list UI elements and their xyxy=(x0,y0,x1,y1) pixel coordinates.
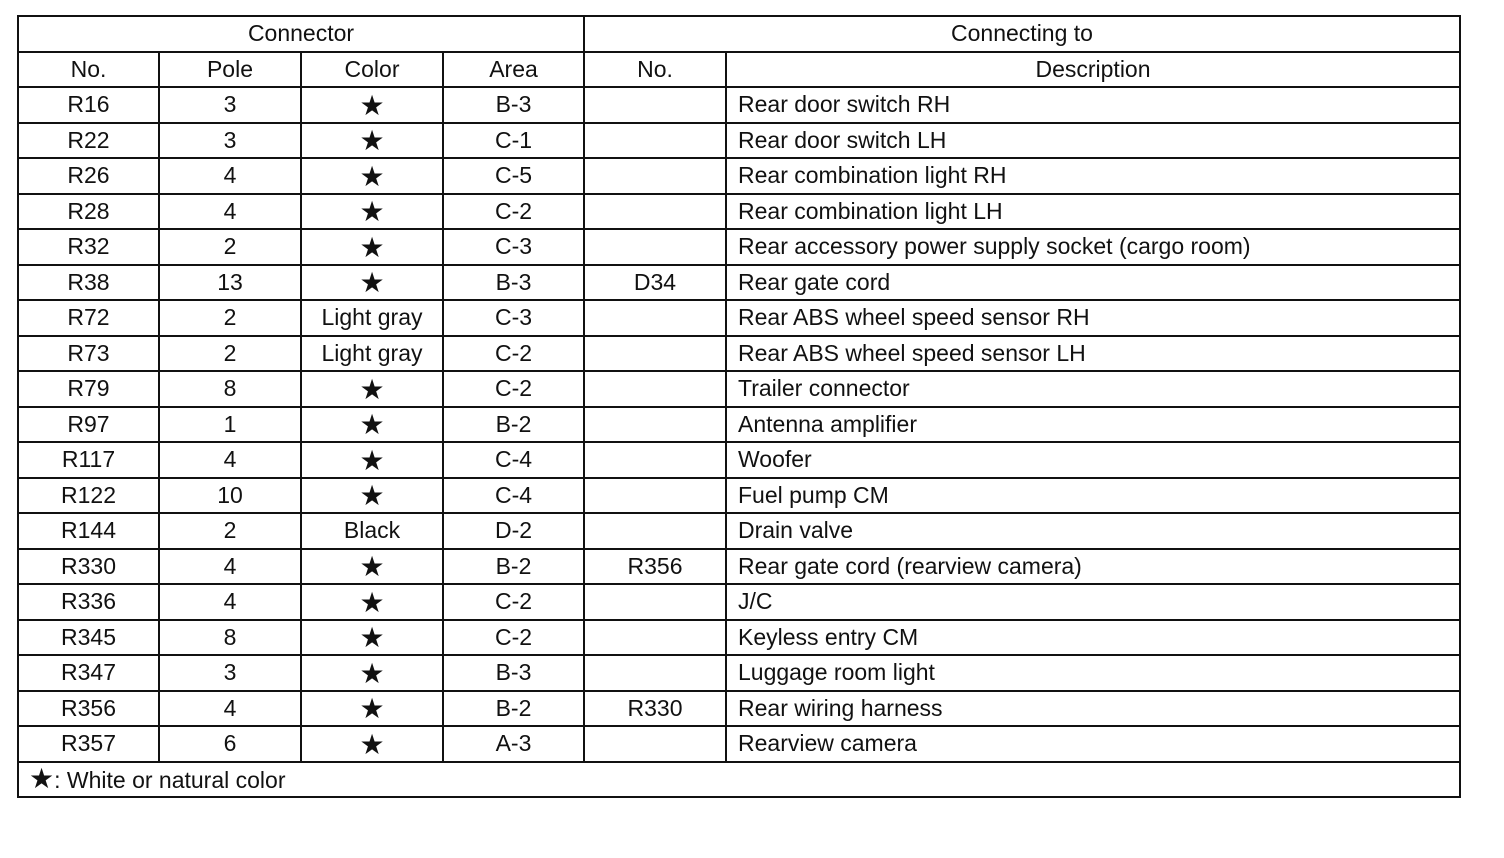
cell-color xyxy=(301,726,443,762)
cell-no: R356 xyxy=(18,691,159,727)
table-row xyxy=(18,194,1460,230)
star-icon: ★ xyxy=(359,195,385,229)
cell-no: R32 xyxy=(18,229,159,265)
star-icon: ★ xyxy=(359,124,385,158)
table-row xyxy=(18,158,1460,194)
cell-description: Rear wiring harness xyxy=(726,691,1460,727)
cell-no: R345 xyxy=(18,620,159,656)
table-row xyxy=(18,584,1460,620)
cell-no: R347 xyxy=(18,655,159,691)
cell-color xyxy=(301,478,443,514)
cell-no: R38 xyxy=(18,265,159,301)
cell-pole: 2 xyxy=(159,336,301,372)
cell-pole: 4 xyxy=(159,691,301,727)
star-icon: ★ xyxy=(359,88,385,122)
table-row xyxy=(18,123,1460,159)
cell-to-no xyxy=(584,726,726,762)
column-header-description: Description xyxy=(726,52,1460,88)
cell-color xyxy=(301,584,443,620)
star-icon: ★ xyxy=(359,550,385,584)
cell-to-no xyxy=(584,371,726,407)
cell-to-no xyxy=(584,478,726,514)
column-header-area: Area xyxy=(443,52,584,88)
cell-color xyxy=(301,158,443,194)
table-row xyxy=(18,300,1460,336)
cell-color xyxy=(301,620,443,656)
cell-description: Rear door switch LH xyxy=(726,123,1460,159)
cell-description: Keyless entry CM xyxy=(726,620,1460,656)
cell-to-no xyxy=(584,513,726,549)
star-icon: ★ xyxy=(359,656,385,690)
star-icon: ★ xyxy=(359,372,385,406)
group-header-connecting-to: Connecting to xyxy=(584,16,1460,52)
cell-no: R22 xyxy=(18,123,159,159)
cell-color: Light gray xyxy=(301,336,443,372)
cell-area: C-3 xyxy=(443,229,584,265)
cell-area: C-1 xyxy=(443,123,584,159)
cell-color xyxy=(301,123,443,159)
cell-area: B-2 xyxy=(443,549,584,585)
cell-to-no: D34 xyxy=(584,265,726,301)
cell-area: B-2 xyxy=(443,691,584,727)
cell-description: Rear combination light LH xyxy=(726,194,1460,230)
cell-pole: 4 xyxy=(159,549,301,585)
cell-to-no xyxy=(584,158,726,194)
star-icon: ★ xyxy=(359,266,385,300)
star-icon: ★ xyxy=(359,585,385,619)
cell-area: C-2 xyxy=(443,336,584,372)
cell-description: J/C xyxy=(726,584,1460,620)
cell-area: C-3 xyxy=(443,300,584,336)
cell-color xyxy=(301,229,443,265)
cell-area: C-4 xyxy=(443,442,584,478)
cell-pole: 2 xyxy=(159,513,301,549)
cell-no: R122 xyxy=(18,478,159,514)
cell-to-no xyxy=(584,123,726,159)
table-row xyxy=(18,265,1460,301)
cell-area: B-2 xyxy=(443,407,584,443)
cell-description: Woofer xyxy=(726,442,1460,478)
cell-to-no xyxy=(584,407,726,443)
cell-color xyxy=(301,87,443,123)
cell-to-no xyxy=(584,584,726,620)
cell-no: R28 xyxy=(18,194,159,230)
table-row xyxy=(18,478,1460,514)
cell-to-no xyxy=(584,300,726,336)
column-header-color: Color xyxy=(301,52,443,88)
star-icon: ★ xyxy=(359,692,385,726)
note-text: : White or natural color xyxy=(54,767,286,794)
cell-description: Rearview camera xyxy=(726,726,1460,762)
cell-no: R16 xyxy=(18,87,159,123)
cell-pole: 4 xyxy=(159,442,301,478)
cell-area: B-3 xyxy=(443,87,584,123)
star-icon: ★ xyxy=(359,479,385,513)
cell-color: Black xyxy=(301,513,443,549)
table-row xyxy=(18,87,1460,123)
connector-table xyxy=(17,15,1461,798)
cell-to-no xyxy=(584,655,726,691)
cell-color xyxy=(301,549,443,585)
cell-area: C-2 xyxy=(443,194,584,230)
table-row xyxy=(18,620,1460,656)
star-icon: ★ xyxy=(359,727,385,761)
column-header-row xyxy=(18,52,1460,88)
cell-description: Fuel pump CM xyxy=(726,478,1460,514)
cell-color xyxy=(301,442,443,478)
table-row xyxy=(18,442,1460,478)
note-cell xyxy=(18,762,1460,798)
table-row xyxy=(18,655,1460,691)
cell-pole: 4 xyxy=(159,158,301,194)
cell-pole: 3 xyxy=(159,123,301,159)
star-icon: ★ xyxy=(359,443,385,477)
cell-color: Light gray xyxy=(301,300,443,336)
cell-pole: 3 xyxy=(159,655,301,691)
cell-pole: 8 xyxy=(159,371,301,407)
cell-description: Rear door switch RH xyxy=(726,87,1460,123)
table-row xyxy=(18,691,1460,727)
table-row xyxy=(18,407,1460,443)
cell-color xyxy=(301,655,443,691)
table-body xyxy=(18,87,1460,762)
cell-no: R79 xyxy=(18,371,159,407)
cell-area: B-3 xyxy=(443,655,584,691)
star-icon: ★ xyxy=(359,230,385,264)
cell-to-no xyxy=(584,336,726,372)
column-header-no: No. xyxy=(18,52,159,88)
cell-area: C-2 xyxy=(443,371,584,407)
cell-description: Luggage room light xyxy=(726,655,1460,691)
cell-area: D-2 xyxy=(443,513,584,549)
cell-description: Rear gate cord xyxy=(726,265,1460,301)
cell-no: R330 xyxy=(18,549,159,585)
star-icon: ★ xyxy=(29,762,55,796)
cell-pole: 2 xyxy=(159,229,301,265)
star-icon: ★ xyxy=(359,621,385,655)
cell-pole: 6 xyxy=(159,726,301,762)
cell-color xyxy=(301,691,443,727)
cell-to-no xyxy=(584,87,726,123)
table-row xyxy=(18,513,1460,549)
cell-no: R72 xyxy=(18,300,159,336)
cell-description: Rear combination light RH xyxy=(726,158,1460,194)
cell-pole: 4 xyxy=(159,194,301,230)
cell-no: R357 xyxy=(18,726,159,762)
cell-area: C-2 xyxy=(443,584,584,620)
cell-description: Rear ABS wheel speed sensor RH xyxy=(726,300,1460,336)
cell-no: R26 xyxy=(18,158,159,194)
cell-no: R144 xyxy=(18,513,159,549)
table-row xyxy=(18,726,1460,762)
cell-to-no xyxy=(584,229,726,265)
cell-no: R117 xyxy=(18,442,159,478)
cell-no: R97 xyxy=(18,407,159,443)
table-row xyxy=(18,229,1460,265)
cell-pole: 3 xyxy=(159,87,301,123)
table-row xyxy=(18,549,1460,585)
table-row xyxy=(18,336,1460,372)
column-header-pole: Pole xyxy=(159,52,301,88)
group-header-row xyxy=(18,16,1460,52)
cell-description: Rear ABS wheel speed sensor LH xyxy=(726,336,1460,372)
group-header-connector: Connector xyxy=(18,16,584,52)
cell-description: Rear gate cord (rearview camera) xyxy=(726,549,1460,585)
cell-pole: 4 xyxy=(159,584,301,620)
cell-pole: 8 xyxy=(159,620,301,656)
cell-to-no xyxy=(584,620,726,656)
cell-pole: 10 xyxy=(159,478,301,514)
table-row xyxy=(18,371,1460,407)
cell-description: Drain valve xyxy=(726,513,1460,549)
cell-color xyxy=(301,194,443,230)
star-icon: ★ xyxy=(359,159,385,193)
cell-to-no: R330 xyxy=(584,691,726,727)
cell-area: C-5 xyxy=(443,158,584,194)
cell-no: R336 xyxy=(18,584,159,620)
cell-area: C-2 xyxy=(443,620,584,656)
cell-pole: 1 xyxy=(159,407,301,443)
cell-to-no xyxy=(584,194,726,230)
column-header-to-no: No. xyxy=(584,52,726,88)
cell-to-no: R356 xyxy=(584,549,726,585)
star-icon: ★ xyxy=(359,408,385,442)
cell-pole: 13 xyxy=(159,265,301,301)
cell-to-no xyxy=(584,442,726,478)
cell-area: C-4 xyxy=(443,478,584,514)
note-row xyxy=(18,762,1460,798)
cell-pole: 2 xyxy=(159,300,301,336)
cell-area: B-3 xyxy=(443,265,584,301)
cell-area: A-3 xyxy=(443,726,584,762)
cell-color xyxy=(301,265,443,301)
cell-no: R73 xyxy=(18,336,159,372)
cell-description: Antenna amplifier xyxy=(726,407,1460,443)
cell-color xyxy=(301,371,443,407)
cell-description: Trailer connector xyxy=(726,371,1460,407)
cell-description: Rear accessory power supply socket (cargo room) xyxy=(726,229,1460,265)
cell-color xyxy=(301,407,443,443)
